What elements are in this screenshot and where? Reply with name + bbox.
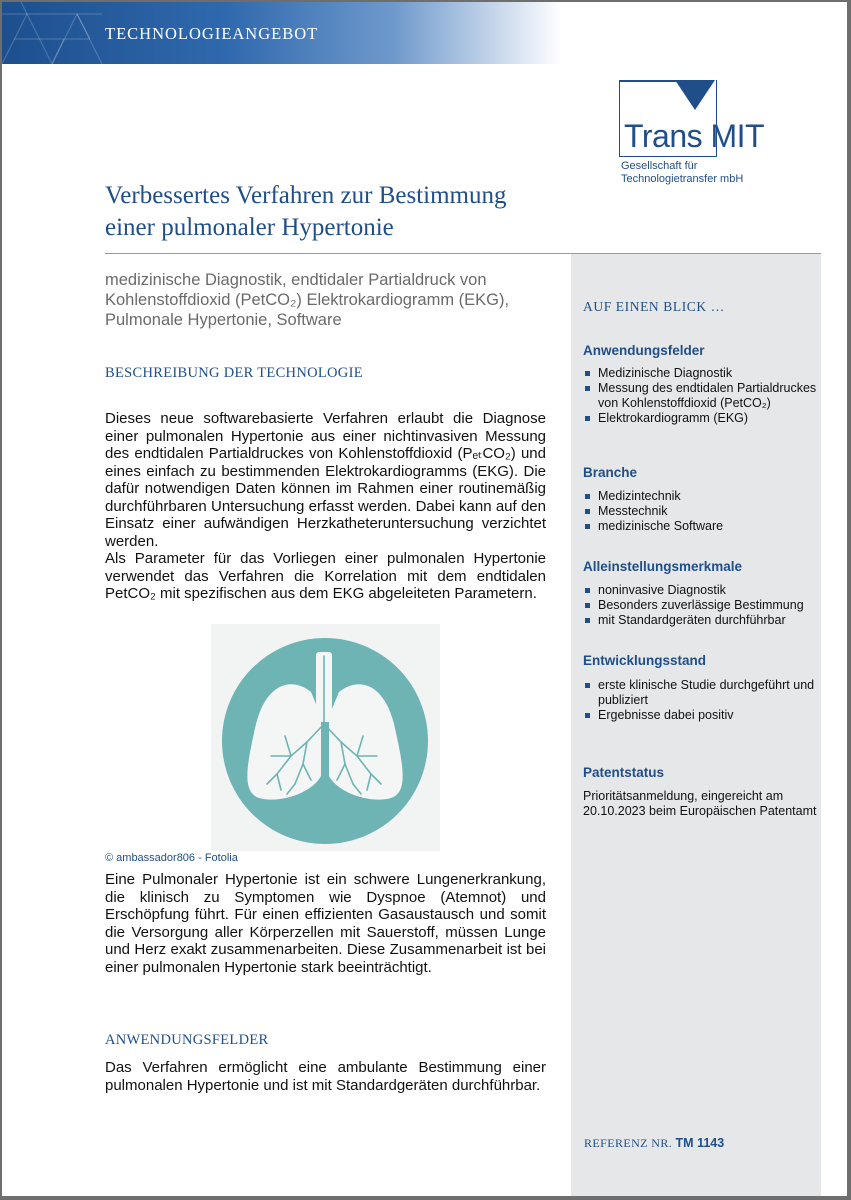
- page-title: [105, 180, 565, 244]
- patent-status-text: Prioritätsanmeldung, eingereicht am 20.10.2023 beim Europäischen Patentamt: [583, 789, 817, 818]
- page-title-line1: Verbessertes Verfahren zur Bestimmung: [105, 182, 507, 209]
- keywords-line3: Pulmonale Hypertonie, Software: [105, 311, 342, 329]
- transmit-logo: [619, 80, 765, 190]
- lungs-image: [211, 624, 440, 851]
- section-heading-description: BESCHREIBUNG DER TECHNOLOGIE: [105, 365, 363, 381]
- lungs-icon: [211, 624, 440, 851]
- reference-label: REFERENZ NR.: [584, 1136, 673, 1150]
- list-item: erste klinische Studie durchgeführt und publiziert: [583, 678, 818, 708]
- list-item: Elektrokardiogramm (EKG): [583, 411, 818, 426]
- sidebar-title-branche: Branche: [583, 465, 638, 480]
- keywords-line2: Kohlenstoffdioxid (PetCO₂) Elektrokardiogramm (EKG),: [105, 291, 510, 309]
- logo-trans: Trans: [624, 118, 703, 154]
- sidebar-list-alleinstellung: [583, 583, 818, 628]
- sidebar-title-alleinstellung: Alleinstellungsmerkmale: [583, 559, 743, 574]
- list-item: Besonders zuverlässige Bestimmung: [583, 598, 818, 613]
- body-paragraph-2: Eine Pulmonaler Hypertonie ist ein schwere Lungenerkrankung, die klinisch zu Symptomen wie Dyspnoe (Atemnot) und Erschöpfung führt. Für einen effizienten Gasaustausch und somit die Versorgung aller Körperzellen mit Sauerstoff, müssen Lunge und Herz exakt zusammenarbeiten. Diese Zusammenarbeit ist bei einer pulmonalen Hypertonie stark beeinträchtigt.: [105, 871, 546, 976]
- sidebar-title-entwicklung: Entwicklungsstand: [583, 653, 707, 668]
- list-item: Medizinische Diagnostik: [583, 366, 818, 381]
- keywords-line1: medizinische Diagnostik, endtidaler Partialdruck von: [105, 271, 487, 289]
- description-paragraph-2: Als Parameter für das Vorliegen einer pulmonalen Hypertonie verwendet das Verfahren die Korrelation mit dem endtidalen PetCO₂ mit spezifischen aus dem EKG abgeleiteten Parametern.: [105, 550, 546, 602]
- reference-number: [584, 1136, 724, 1151]
- logo-mit: MIT: [710, 118, 765, 154]
- document-page: [2, 2, 847, 1196]
- image-credit: © ambassador806 - Fotolia: [105, 852, 238, 864]
- description-paragraph-1: Dieses neue softwarebasierte Verfahren erlaubt die Diagnose einer pulmonalen Hypertonie aus einer nichtinvasiven Messung des endtidalen Partialdruckes von Kohlenstoffdioxid (PₑₜCO₂) und eines einfach zu bestimmenden Elektrokardiogramms (EKG). Die dafür notwendigen Daten können im Rahmen einer routinemäßig durchführbaren Untersuchung erfasst werden. Dabei kann auf den Einsatz einer aufwändigen Herzkatheteruntersuchung verzichtet werden.: [105, 410, 546, 550]
- description-text: [105, 410, 546, 603]
- logo-subtitle: [621, 160, 743, 186]
- list-item: Messung des endtidalen Partialdruckes von Kohlenstoffdioxid (PetCO₂): [583, 381, 818, 411]
- logo-triangle-icon: [675, 80, 715, 110]
- sidebar-heading: AUF EINEN BLICK …: [583, 299, 725, 314]
- list-item: mit Standardgeräten durchführbar: [583, 613, 818, 628]
- sidebar-title-anwendungsfelder: Anwendungsfelder: [583, 343, 705, 358]
- section-heading-applications: ANWENDUNGSFELDER: [105, 1032, 269, 1048]
- keywords: [105, 270, 555, 330]
- logo-subtitle-line2: Technologietransfer mbH: [621, 173, 744, 185]
- reference-value: TM 1143: [675, 1136, 725, 1150]
- logo-wordmark: [624, 118, 764, 155]
- list-item: noninvasive Diagnostik: [583, 583, 818, 598]
- list-item: medizinische Software: [583, 519, 818, 534]
- header-banner: [2, 2, 562, 64]
- banner-title: TECHNOLOGIEANGEBOT: [105, 24, 319, 43]
- sidebar-list-entwicklung: [583, 678, 818, 723]
- logo-subtitle-line1: Gesellschaft für: [621, 160, 698, 172]
- sidebar-list-branche: [583, 489, 818, 534]
- sidebar-list-anwendungsfelder: [583, 366, 818, 426]
- list-item: Messtechnik: [583, 504, 818, 519]
- page-title-line2: einer pulmonaler Hypertonie: [105, 214, 394, 241]
- list-item: Ergebnisse dabei positiv: [583, 708, 818, 723]
- sidebar-title-patent: Patentstatus: [583, 765, 665, 780]
- applications-text: Das Verfahren ermöglicht eine ambulante Bestimmung einer pulmonalen Hypertonie und ist mit Standardgeräten durchführbar.: [105, 1059, 546, 1094]
- list-item: Medizintechnik: [583, 489, 818, 504]
